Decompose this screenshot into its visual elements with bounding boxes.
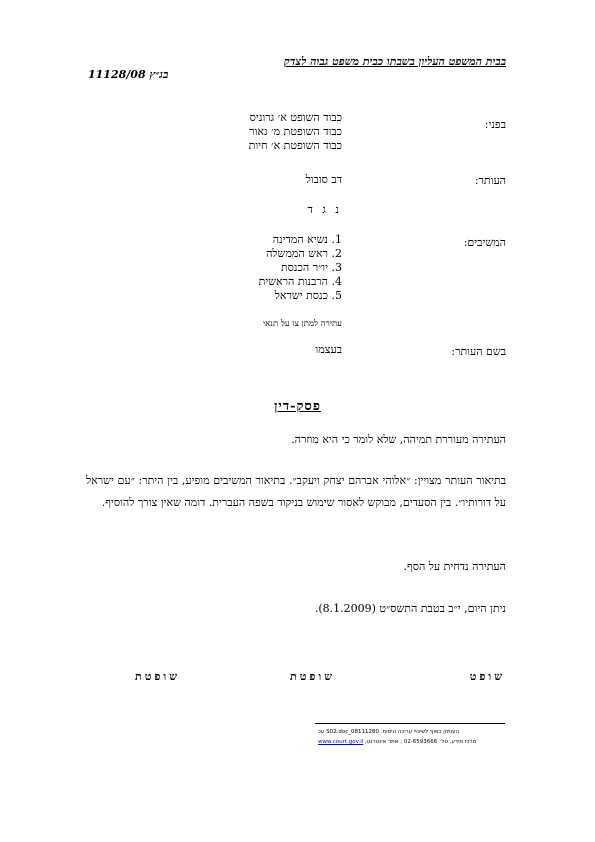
footer-line-1: העותק כפוף לשינויי עריכה וניסוח. 08111280_S02.doc עכ bbox=[318, 729, 460, 735]
footer-site-link[interactable]: www.court.gov.il bbox=[318, 739, 364, 745]
judge-3: כבוד השופטת א׳ חיות bbox=[248, 139, 342, 152]
request-note: עתירה למתן צו על תנאי bbox=[262, 319, 342, 329]
ruling-paragraph-1: העתירה מעוררת תמיהה, שלא לומר כי היא מוזרה. bbox=[291, 433, 506, 446]
ruling-heading: פסק-דין bbox=[274, 399, 321, 414]
ruling-paragraph-4: ניתן היום, י״ב בטבת התשס״ט (8.1.2009). bbox=[314, 602, 506, 615]
respondent-3: 3. יו״ר הכנסת bbox=[280, 261, 342, 274]
respondent-1: 1. נשיא המדינה bbox=[272, 233, 342, 246]
respondents-list bbox=[259, 233, 342, 303]
ruling-paragraph-3: העתירה נדחית על הסף. bbox=[403, 560, 506, 573]
respondent-4: 4. הרבנות הראשית bbox=[258, 275, 342, 288]
versus: נ ג ד bbox=[307, 203, 342, 216]
footer-line-2 bbox=[318, 739, 476, 745]
counsel-label: בשם העותר: bbox=[451, 345, 506, 358]
respondents-label: המשיבים: bbox=[463, 236, 506, 249]
footer-divider bbox=[315, 723, 505, 724]
court-title: בבית המשפט העליון בשבתו כבית משפט גבוה לצדק bbox=[283, 55, 506, 68]
respondent-5: 5. כנסת ישראל bbox=[274, 289, 342, 302]
footer-contact: מרכז מידע, טל׳ 02-6593666 ; אתר אינטרנט, bbox=[365, 739, 477, 745]
petitioner-label: העותר: bbox=[474, 174, 506, 187]
panel-label: בפני: bbox=[484, 118, 506, 131]
counsel-value: בעצמו bbox=[315, 343, 342, 356]
judge-2: כבוד השופטת מ׳ נאור bbox=[249, 125, 342, 138]
petitioner-name: דב סובול bbox=[305, 173, 342, 186]
signature-judge-3: שופטת bbox=[135, 670, 180, 683]
respondent-2: 2. ראש הממשלה bbox=[266, 247, 342, 260]
case-number: בג״ץ 11128/08 bbox=[88, 68, 169, 81]
signature-judge-2: שופטת bbox=[290, 670, 335, 683]
judges-list bbox=[249, 111, 342, 153]
judge-1: כבוד השופט א׳ גרוניס bbox=[249, 111, 342, 124]
ruling-paragraph-2: בתיאור העותר מצויין: ״אלוהי אברהם יצחק ויעקב״. בתיאור המשיבים מופיע, בין היתר: ״עם ישראל על דורותיו״. בין הסעדים, מבוקש לאסור שימוש בניקוד בשפה העברית. דומה שאין צורך להוסיף. bbox=[86, 474, 506, 509]
signature-judge: שופט bbox=[469, 670, 505, 683]
